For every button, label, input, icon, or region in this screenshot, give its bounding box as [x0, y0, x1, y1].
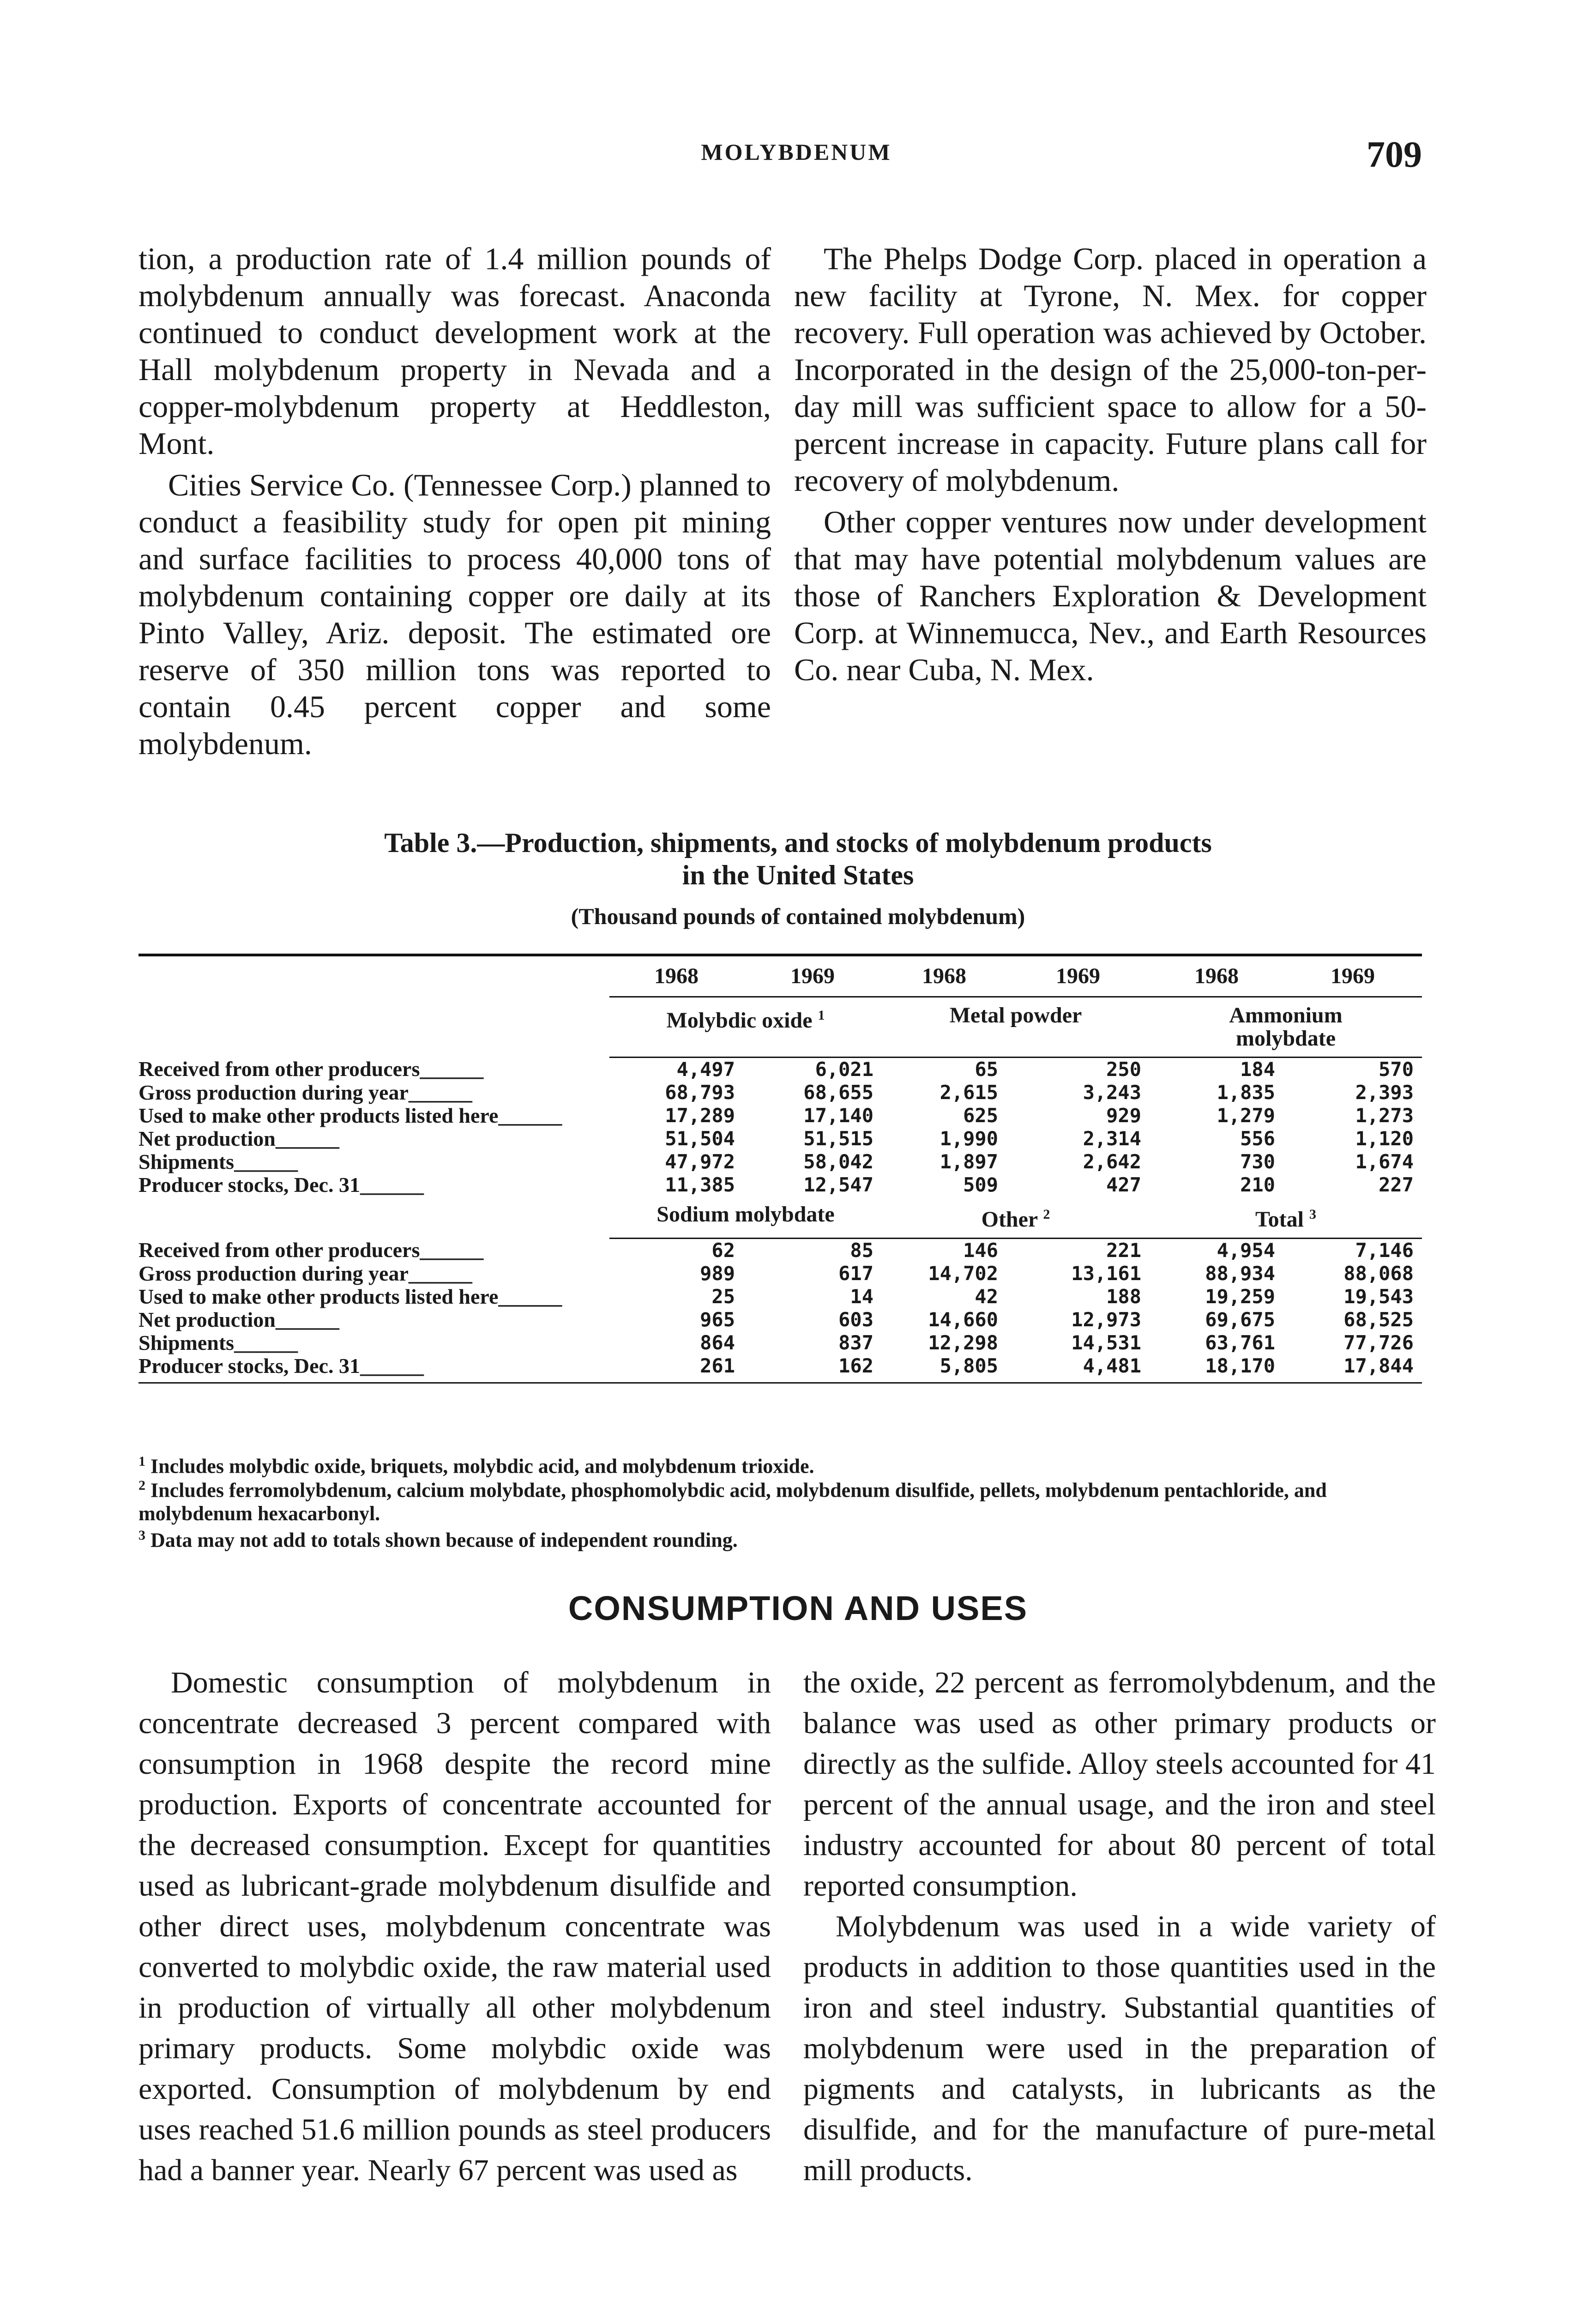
- row-label: Producer stocks, Dec. 31______: [139, 1354, 424, 1378]
- table-title-line: Table 3.—Production, shipments, and stocks of molybdenum products: [384, 828, 1212, 858]
- table-cell: 1,897: [940, 1150, 998, 1173]
- section-heading: CONSUMPTION AND USES: [568, 1589, 1028, 1627]
- paragraph: Molybdenum was used in a wide variety of products in addition to those quantities used in the iron and steel industry. Substantial quantities of molybdenum were used in the preparation of pigments and catalysts, in lubricants as the disulfide, and for the manufacture of pure-metal mill products.: [803, 1910, 1436, 2187]
- footnote: [139, 1474, 1431, 1525]
- year-cell: 1968: [1150, 955, 1283, 997]
- year-cell: 1969: [1006, 955, 1150, 997]
- footnote-mark: 3: [139, 1528, 145, 1543]
- table-row: [139, 1127, 1422, 1150]
- group-header: Sodium molybdate: [609, 1197, 882, 1239]
- footnote-mark: 1: [139, 1454, 145, 1469]
- table-cell: 68,525: [1343, 1308, 1414, 1331]
- table-cell: 25: [711, 1285, 735, 1308]
- table-row: [139, 1331, 1422, 1354]
- table-cell: 63,761: [1205, 1331, 1275, 1354]
- table-cell: 17,140: [803, 1104, 873, 1127]
- table-cell: 14: [850, 1285, 873, 1308]
- table-bottom-rule: [139, 1378, 1422, 1383]
- table-cell: 85: [850, 1239, 873, 1262]
- table-cell: 184: [1240, 1058, 1275, 1081]
- table-cell: 12,973: [1071, 1308, 1141, 1331]
- table-cell: 58,042: [803, 1150, 873, 1173]
- group-header-row: [139, 997, 1422, 1058]
- table-cell: 2,615: [940, 1081, 998, 1104]
- year-cell: 1968: [609, 955, 743, 997]
- table-cell: 5,805: [940, 1354, 998, 1377]
- table-cell: 965: [700, 1308, 735, 1331]
- row-label: Used to make other products listed here______: [139, 1285, 562, 1308]
- table-cell: 3,243: [1083, 1081, 1141, 1104]
- group-header-row: [139, 1197, 1422, 1239]
- running-title: MOLYBDENUM: [701, 139, 892, 165]
- paragraph: Cities Service Co. (Tennessee Corp.) planned to conduct a feasibility study for open pit mining and surface facilities to process 40,000 tons of molybdenum containing copper ore daily at its Pinto Valley, Ariz. deposit. The estimated ore reserve of 350 million tons was reported to contain 0.45 percent copper and some molybdenum.: [139, 467, 771, 761]
- table-cell: 2,642: [1083, 1150, 1141, 1173]
- paragraph: Other copper ventures now under development that may have potential molybdenum values are those of Ranchers Exploration & Development Corp. at Winnemucca, Nev., and Earth Resources Co. near Cuba, N. Mex.: [794, 504, 1427, 687]
- table-row: [139, 1081, 1422, 1104]
- table-cell: 18,170: [1205, 1354, 1275, 1377]
- footnote-text: Includes molybdic oxide, briquets, molybdic acid, and molybdenum trioxide.: [151, 1455, 814, 1478]
- row-label: Gross production during year______: [139, 1081, 472, 1104]
- footnote-mark: 2: [1043, 1207, 1050, 1222]
- table-cell: 210: [1240, 1173, 1275, 1196]
- row-label: Used to make other products listed here______: [139, 1104, 562, 1127]
- footnote: [139, 1524, 1431, 1552]
- group-header: [1150, 1197, 1422, 1239]
- table-cell: 14,702: [928, 1262, 998, 1285]
- upper-right-column: [794, 240, 1427, 688]
- row-label: Shipments______: [139, 1331, 298, 1354]
- table-cell: 570: [1379, 1058, 1414, 1081]
- row-label: Shipments______: [139, 1150, 298, 1173]
- footnote-text: Includes ferromolybdenum, calcium molybdate, phosphomolybdic acid, molybdenum disulfide, pellets, molybdenum pentachloride, and molybdenum hexacarbonyl.: [139, 1479, 1327, 1525]
- table-row: [139, 1285, 1422, 1308]
- year-cell: 1969: [1283, 955, 1422, 997]
- lower-right-column: [803, 1662, 1436, 2191]
- table-cell: 68,793: [665, 1081, 735, 1104]
- lower-left-column: [139, 1662, 771, 2191]
- table-cell: 146: [963, 1239, 998, 1262]
- table-row: [139, 1262, 1422, 1285]
- table-row: [139, 1058, 1422, 1082]
- group-label: Total: [1255, 1207, 1304, 1232]
- year-header-row: [139, 955, 1422, 997]
- paragraph: Domestic consumption of molybdenum in concentrate decreased 3 percent compared with consumption in 1968 despite the record mine production. Exports of concentrate accounted for the decreased consumption. Except for quantities used as lubricant-grade molybdenum disulfide and other direct uses, molybdenum concentrate was converted to molybdic oxide, the raw material used in production of virtually all other molybdenum primary products. Some molybdic oxide was exported. Consumption of molybdenum by end uses reached 51.6 million pounds as steel producers had a banner year. Nearly 67 percent was used as: [139, 1666, 771, 2187]
- table-cell: 617: [838, 1262, 873, 1285]
- table-cell: 837: [838, 1331, 873, 1354]
- table-cell: 69,675: [1205, 1308, 1275, 1331]
- table-cell: 4,954: [1217, 1239, 1275, 1262]
- table-cell: 427: [1106, 1173, 1141, 1196]
- table-cell: 11,385: [665, 1173, 735, 1196]
- table-cell: 1,835: [1217, 1081, 1275, 1104]
- table-cell: 13,161: [1071, 1262, 1141, 1285]
- table-cell: 864: [700, 1331, 735, 1354]
- group-header: Ammonium molybdate: [1150, 997, 1422, 1058]
- table-cell: 12,547: [803, 1173, 873, 1196]
- table-cell: 221: [1106, 1239, 1141, 1262]
- table-cell: 19,543: [1343, 1285, 1414, 1308]
- group-label: Molybdic oxide: [666, 1008, 813, 1033]
- group-header: [609, 997, 882, 1058]
- row-label: Net production______: [139, 1127, 339, 1150]
- table-cell: 989: [700, 1262, 735, 1285]
- group-label: Other: [981, 1207, 1038, 1232]
- group-header: Metal powder: [882, 997, 1150, 1058]
- table-cell: 250: [1106, 1058, 1141, 1081]
- footnote-mark: 1: [818, 1008, 825, 1023]
- upper-left-column: [139, 240, 771, 762]
- table-row: [139, 1104, 1422, 1127]
- table-cell: 68,655: [803, 1081, 873, 1104]
- table-cell: 7,146: [1355, 1239, 1414, 1262]
- table-cell: 51,515: [803, 1127, 873, 1150]
- table-cell: 4,481: [1083, 1354, 1141, 1377]
- table-cell: 77,726: [1343, 1331, 1414, 1354]
- table-cell: 2,393: [1355, 1081, 1414, 1104]
- table-cell: 17,844: [1343, 1354, 1414, 1377]
- table-cell: 1,674: [1355, 1150, 1414, 1173]
- footnote-mark: 2: [139, 1478, 145, 1493]
- table-cell: 17,289: [665, 1104, 735, 1127]
- table-cell: 261: [700, 1354, 735, 1377]
- paragraph: the oxide, 22 percent as ferromolybdenum, and the balance was used as other primary products or directly as the sulfide. Alloy steels accounted for 41 percent of the annual usage, and the iron and steel industry accounted for about 80 percent of total reported consumption.: [803, 1666, 1436, 1903]
- footnote-mark: 3: [1309, 1207, 1316, 1222]
- table-cell: 929: [1106, 1104, 1141, 1127]
- table-cell: 12,298: [928, 1331, 998, 1354]
- table-cell: 730: [1240, 1150, 1275, 1173]
- table-cell: 556: [1240, 1127, 1275, 1150]
- table-cell: 4,497: [676, 1058, 735, 1081]
- row-label: Net production______: [139, 1308, 339, 1331]
- paragraph: The Phelps Dodge Corp. placed in operation a new facility at Tyrone, N. Mex. for copper recovery. Full operation was achieved by October. Incorporated in the design of the 25,000-ton-per-day mill was sufficient space to allow for a 50-percent increase in capacity. Future plans call for recovery of molybdenum.: [794, 241, 1427, 498]
- table-row: [139, 1308, 1422, 1331]
- table-row: [139, 1239, 1422, 1263]
- table-cell: 603: [838, 1308, 873, 1331]
- table-cell: 625: [963, 1104, 998, 1127]
- row-label: Received from other producers______: [139, 1057, 484, 1081]
- table-cell: 62: [711, 1239, 735, 1262]
- table-row: [139, 1354, 1422, 1378]
- page-number: 709: [1367, 134, 1422, 175]
- group-header: [882, 1197, 1150, 1239]
- table-cell: 42: [975, 1285, 998, 1308]
- row-label: Producer stocks, Dec. 31______: [139, 1173, 424, 1197]
- table-body-b: [139, 1239, 1422, 1378]
- paragraph: tion, a production rate of 1.4 million pounds of molybdenum annually was forecast. Anaconda continued to conduct development work at the Hall molybdenum property in Nevada and a copper-molybdenum property at Heddleston, Mont.: [139, 241, 771, 461]
- row-label: Received from other producers______: [139, 1238, 484, 1262]
- table-cell: 19,259: [1205, 1285, 1275, 1308]
- table-cell: 1,273: [1355, 1104, 1414, 1127]
- table-cell: 1,279: [1217, 1104, 1275, 1127]
- row-label: Gross production during year______: [139, 1262, 472, 1285]
- table-cell: 88,068: [1343, 1262, 1414, 1285]
- table-cell: 14,531: [1071, 1331, 1141, 1354]
- table-row: [139, 1173, 1422, 1197]
- table-cell: 1,990: [940, 1127, 998, 1150]
- year-cell: 1969: [743, 955, 882, 997]
- table-row: [139, 1150, 1422, 1173]
- production-table: [139, 954, 1422, 1384]
- footnote-text: Data may not add to totals shown because of independent rounding.: [151, 1529, 738, 1552]
- table-cell: 227: [1379, 1173, 1414, 1196]
- table-cell: 65: [975, 1058, 998, 1081]
- table-title: [139, 827, 1457, 891]
- table-cell: 88,934: [1205, 1262, 1275, 1285]
- table-body-a: [139, 1058, 1422, 1197]
- table-cell: 188: [1106, 1285, 1141, 1308]
- table-cell: 162: [838, 1354, 873, 1377]
- table-cell: 14,660: [928, 1308, 998, 1331]
- table-cell: 51,504: [665, 1127, 735, 1150]
- year-cell: 1968: [882, 955, 1006, 997]
- table-cell: 2,314: [1083, 1127, 1141, 1150]
- table-cell: 47,972: [665, 1150, 735, 1173]
- table-cell: 1,120: [1355, 1127, 1414, 1150]
- table-title-line: in the United States: [682, 860, 914, 890]
- table-subtitle: (Thousand pounds of contained molybdenum): [571, 903, 1025, 929]
- table-cell: 6,021: [815, 1058, 873, 1081]
- table-cell: 509: [963, 1173, 998, 1196]
